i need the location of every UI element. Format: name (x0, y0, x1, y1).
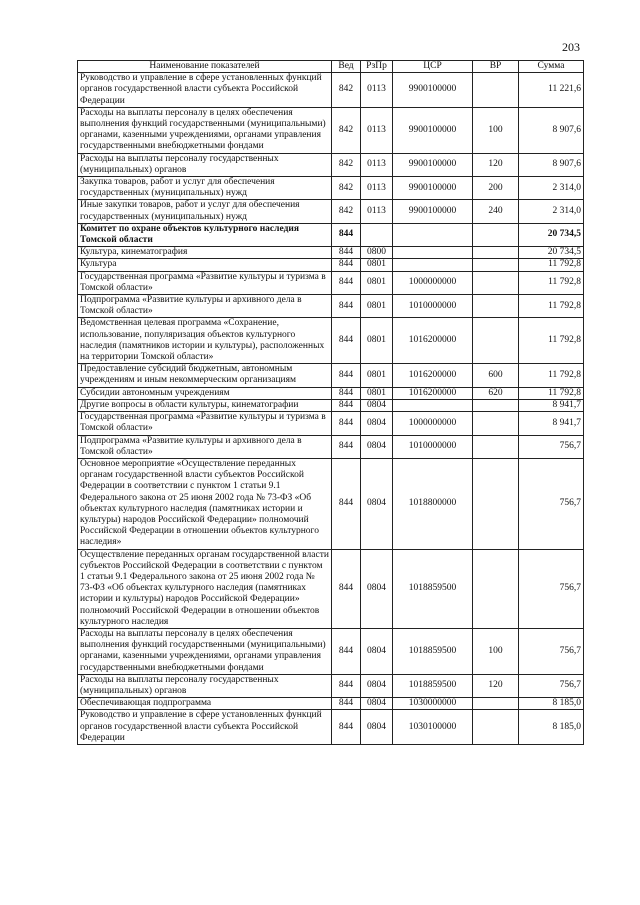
row-sum: 11 792,8 (519, 387, 584, 399)
row-vr (473, 458, 519, 549)
row-rzpr (361, 223, 393, 246)
row-sum: 11 792,8 (519, 364, 584, 387)
table-row (78, 295, 584, 318)
row-vr: 120 (473, 153, 519, 176)
row-sum: 2 314,0 (519, 177, 584, 200)
row-sum: 756,7 (519, 628, 584, 674)
row-csr: 1016200000 (393, 318, 473, 364)
table-row (78, 259, 584, 271)
row-vr: 100 (473, 107, 519, 153)
row-vr (473, 73, 519, 108)
row-sum: 8 185,0 (519, 710, 584, 745)
row-sum: 756,7 (519, 435, 584, 458)
row-sum: 11 221,6 (519, 73, 584, 108)
row-ved: 844 (332, 698, 361, 710)
row-ved: 844 (332, 223, 361, 246)
row-name: Предоставление субсидий бюджетным, автономным учреждениям и иным некоммерческим организациям (78, 364, 332, 387)
row-ved: 844 (332, 674, 361, 697)
row-vr (473, 412, 519, 435)
row-csr: 9900100000 (393, 200, 473, 223)
table-row (78, 412, 584, 435)
row-vr (473, 295, 519, 318)
row-name: Государственная программа «Развитие культуры и туризма в Томской области» (78, 271, 332, 294)
table-row (78, 223, 584, 246)
row-vr: 100 (473, 628, 519, 674)
table-row (78, 200, 584, 223)
table-row (78, 458, 584, 549)
row-name: Основное мероприятие «Осуществление переданных органам государственной власти субъектов Российской Федерации в соответствии с пунктом 1 статьи 9.1 Федерального закона от 25 июня 2002 года № 73-ФЗ «Об объектах культурного наследия (памятниках истории и культуры) народов Российской Федерации» полномочий Российской Федерации в отношении объектов культурного наследия» (78, 458, 332, 549)
table-row (78, 387, 584, 399)
row-ved: 844 (332, 318, 361, 364)
row-rzpr: 0804 (361, 710, 393, 745)
row-vr: 120 (473, 674, 519, 697)
row-ved: 842 (332, 200, 361, 223)
row-vr: 200 (473, 177, 519, 200)
row-ved: 842 (332, 107, 361, 153)
row-ved: 844 (332, 399, 361, 411)
row-sum: 20 734,5 (519, 247, 584, 259)
row-rzpr: 0804 (361, 412, 393, 435)
row-vr (473, 435, 519, 458)
row-sum: 756,7 (519, 674, 584, 697)
row-csr: 1030000000 (393, 698, 473, 710)
row-name: Обеспечивающая подпрограмма (78, 698, 332, 710)
row-csr: 9900100000 (393, 107, 473, 153)
row-sum: 8 941,7 (519, 399, 584, 411)
row-name: Закупка товаров, работ и услуг для обеспечения государственных (муниципальных) нужд (78, 177, 332, 200)
row-sum: 8 185,0 (519, 698, 584, 710)
table-row (78, 271, 584, 294)
row-rzpr: 0801 (361, 318, 393, 364)
table-row (78, 73, 584, 108)
row-name: Расходы на выплаты персоналу государственных (муниципальных) органов (78, 153, 332, 176)
row-name: Руководство и управление в сфере установленных функций органов государственной власти субъекта Российской Федерации (78, 73, 332, 108)
table-row (78, 107, 584, 153)
row-rzpr: 0113 (361, 200, 393, 223)
row-rzpr: 0113 (361, 153, 393, 176)
row-name: Государственная программа «Развитие культуры и туризма в Томской области» (78, 412, 332, 435)
row-csr: 1000000000 (393, 271, 473, 294)
header-name: Наименование показателей (78, 61, 332, 73)
row-csr: 1016200000 (393, 364, 473, 387)
row-ved: 844 (332, 710, 361, 745)
row-rzpr: 0801 (361, 387, 393, 399)
row-vr (473, 223, 519, 246)
header-row (78, 61, 584, 73)
row-sum: 8 907,6 (519, 153, 584, 176)
row-csr: 1018859500 (393, 628, 473, 674)
row-vr: 620 (473, 387, 519, 399)
table-header (78, 61, 584, 73)
row-sum: 11 792,8 (519, 259, 584, 271)
table-row (78, 710, 584, 745)
row-vr (473, 710, 519, 745)
row-ved: 844 (332, 271, 361, 294)
row-ved: 842 (332, 153, 361, 176)
row-sum: 2 314,0 (519, 200, 584, 223)
row-ved: 842 (332, 73, 361, 108)
row-rzpr: 0113 (361, 107, 393, 153)
row-ved: 844 (332, 549, 361, 628)
row-vr (473, 318, 519, 364)
table-row (78, 364, 584, 387)
row-csr: 1010000000 (393, 295, 473, 318)
row-ved: 844 (332, 364, 361, 387)
row-csr: 1018800000 (393, 458, 473, 549)
row-csr (393, 247, 473, 259)
table-row (78, 247, 584, 259)
table-row (78, 177, 584, 200)
row-ved: 844 (332, 259, 361, 271)
row-vr (473, 271, 519, 294)
row-ved: 844 (332, 387, 361, 399)
row-rzpr: 0804 (361, 628, 393, 674)
table-row (78, 628, 584, 674)
row-name: Культура (78, 259, 332, 271)
row-name: Культура, кинематография (78, 247, 332, 259)
row-ved: 844 (332, 295, 361, 318)
row-rzpr: 0804 (361, 435, 393, 458)
row-csr: 1030100000 (393, 710, 473, 745)
row-sum: 756,7 (519, 549, 584, 628)
table-row (78, 674, 584, 697)
row-name: Расходы на выплаты персоналу в целях обеспечения выполнения функций государственными (муниципальными) органами, казенными учреждениями, органами управления государственными внебюджетными фондами (78, 628, 332, 674)
row-rzpr: 0804 (361, 399, 393, 411)
row-name: Комитет по охране объектов культурного наследия Томской области (78, 223, 332, 246)
row-name: Осуществление переданных органам государственной власти субъектов Российской Федерации в соответствии с пунктом 1 статьи 9.1 Федерального закона от 25 июня 2002 года № 73-ФЗ «Об объектах культурного наследия (памятниках истории и культуры) народов Российской Федерации» полномочий Российской Федерации в отношении объектов культурного наследия (78, 549, 332, 628)
table-row (78, 153, 584, 176)
row-sum: 11 792,8 (519, 318, 584, 364)
row-csr: 9900100000 (393, 73, 473, 108)
row-name: Подпрограмма «Развитие культуры и архивного дела в Томской области» (78, 295, 332, 318)
row-sum: 8 907,6 (519, 107, 584, 153)
row-csr: 9900100000 (393, 153, 473, 176)
row-csr (393, 223, 473, 246)
row-csr: 9900100000 (393, 177, 473, 200)
row-ved: 844 (332, 247, 361, 259)
row-sum: 756,7 (519, 458, 584, 549)
row-csr: 1000000000 (393, 412, 473, 435)
row-name: Руководство и управление в сфере установленных функций органов государственной власти субъекта Российской Федерации (78, 710, 332, 745)
row-ved: 844 (332, 435, 361, 458)
row-name: Ведомственная целевая программа «Сохранение, использование, популяризация объектов культурного наследия (памятников истории и культуры), расположенных на территории Томской области» (78, 318, 332, 364)
row-vr (473, 247, 519, 259)
row-rzpr: 0804 (361, 698, 393, 710)
row-vr: 240 (473, 200, 519, 223)
row-name: Подпрограмма «Развитие культуры и архивного дела в Томской области» (78, 435, 332, 458)
page-number: 203 (562, 40, 580, 54)
row-rzpr: 0804 (361, 458, 393, 549)
row-rzpr: 0801 (361, 295, 393, 318)
table-row (78, 318, 584, 364)
row-rzpr: 0113 (361, 73, 393, 108)
row-vr (473, 698, 519, 710)
row-name: Расходы на выплаты персоналу в целях обеспечения выполнения функций государственными (муниципальными) органами, казенными учреждениями, органами управления государственными внебюджетными фондами (78, 107, 332, 153)
row-sum: 20 734,5 (519, 223, 584, 246)
row-rzpr: 0801 (361, 364, 393, 387)
header-rzpr: РзПр (361, 61, 393, 73)
row-rzpr: 0801 (361, 271, 393, 294)
row-ved: 842 (332, 177, 361, 200)
row-sum: 8 941,7 (519, 412, 584, 435)
row-sum: 11 792,8 (519, 271, 584, 294)
header-sum: Сумма (519, 61, 584, 73)
row-rzpr: 0800 (361, 247, 393, 259)
row-name: Другие вопросы в области культуры, кинематографии (78, 399, 332, 411)
row-csr (393, 259, 473, 271)
header-vr: ВР (473, 61, 519, 73)
row-csr: 1010000000 (393, 435, 473, 458)
row-ved: 844 (332, 458, 361, 549)
table-row (78, 399, 584, 411)
row-csr: 1018859500 (393, 549, 473, 628)
row-csr: 1018859500 (393, 674, 473, 697)
row-csr: 1016200000 (393, 387, 473, 399)
row-name: Субсидии автономным учреждениям (78, 387, 332, 399)
row-sum: 11 792,8 (519, 295, 584, 318)
row-vr (473, 549, 519, 628)
row-ved: 844 (332, 412, 361, 435)
row-name: Расходы на выплаты персоналу государственных (муниципальных) органов (78, 674, 332, 697)
table-row (78, 698, 584, 710)
row-rzpr: 0801 (361, 259, 393, 271)
budget-table (77, 60, 584, 745)
row-vr (473, 399, 519, 411)
header-csr: ЦСР (393, 61, 473, 73)
row-rzpr: 0804 (361, 549, 393, 628)
table-row (78, 435, 584, 458)
header-ved: Вед (332, 61, 361, 73)
row-vr (473, 259, 519, 271)
row-name: Иные закупки товаров, работ и услуг для обеспечения государственных (муниципальных) нужд (78, 200, 332, 223)
row-vr: 600 (473, 364, 519, 387)
row-ved: 844 (332, 628, 361, 674)
row-rzpr: 0804 (361, 674, 393, 697)
table-body (78, 73, 584, 745)
table-row (78, 549, 584, 628)
row-csr (393, 399, 473, 411)
row-rzpr: 0113 (361, 177, 393, 200)
